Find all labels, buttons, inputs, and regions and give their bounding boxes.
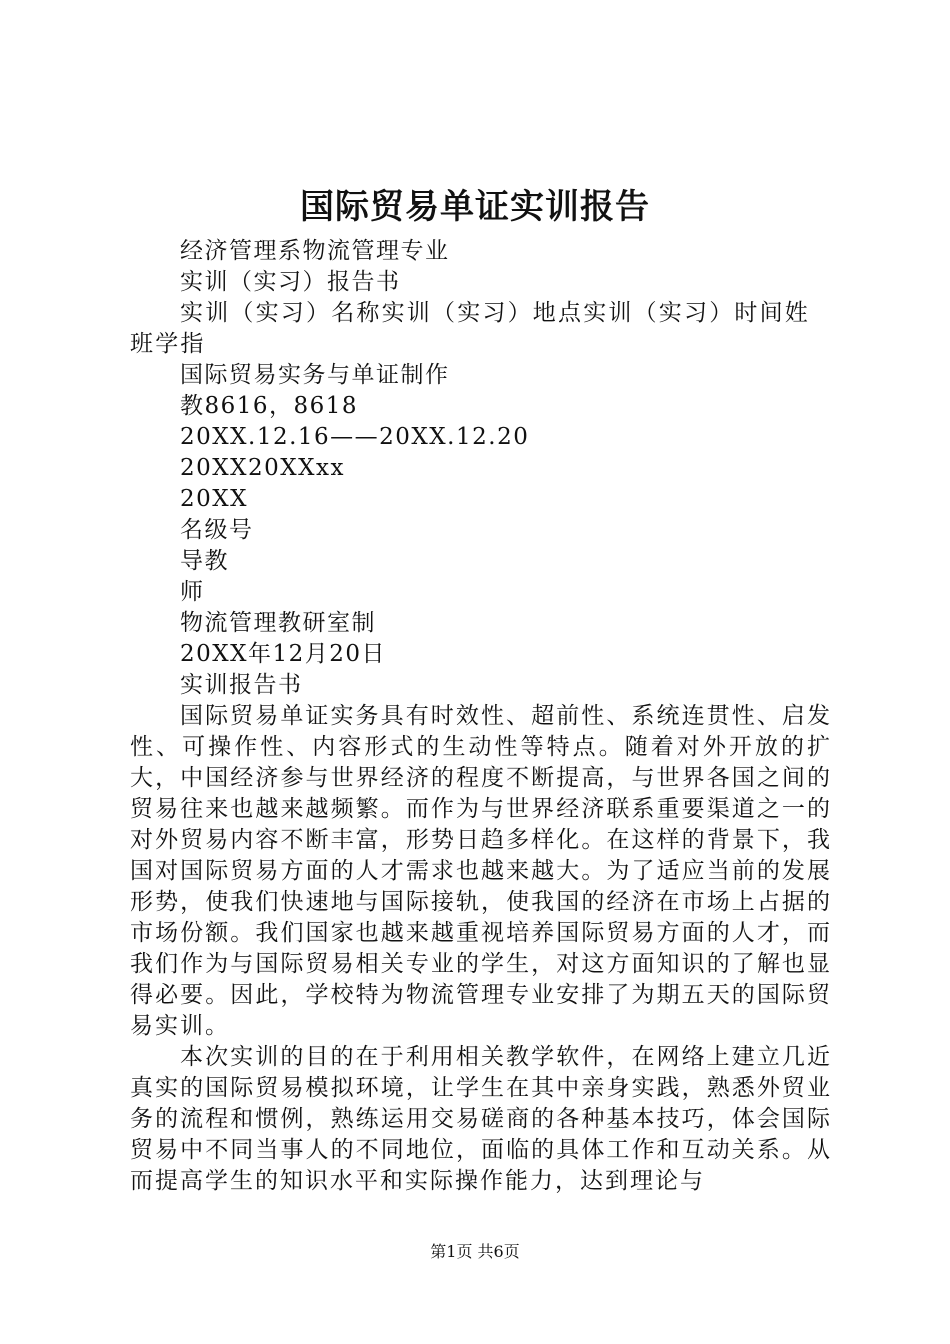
instructor-label-line: 导教 bbox=[180, 548, 229, 574]
report-label-line: 实训（实习）报告书 bbox=[180, 269, 401, 295]
location-line: 教8616，8618 bbox=[180, 393, 359, 419]
issuer-line: 物流管理教研室制 bbox=[180, 610, 376, 636]
issue-date-line: 20XX年12月20日 bbox=[180, 641, 387, 667]
document-body bbox=[130, 236, 832, 1197]
year-line: 20XX bbox=[180, 486, 249, 512]
course-name-line: 国际贸易实务与单证制作 bbox=[180, 362, 450, 388]
department-line: 经济管理系物流管理专业 bbox=[180, 238, 450, 264]
document-title: 国际贸易单证实训报告 bbox=[300, 187, 650, 227]
body-paragraph: 国际贸易单证实务具有时效性、超前性、系统连贯性、启发性、可操作性、内容形式的生动性等特点。随着对外开放的扩大，中国经济参与世界经济的程度不断提高，与世界各国之间的贸易往来也越来越频繁。而作为与世界经济联系重要渠道之一的对外贸易内容不断丰富，形势日趋多样化。在这样的背景下，我国对国际贸易方面的人才需求也越来越大。为了适应当前的发展形势，使我们快速地与国际接轨，使我国的经济在市场上占据的市场份额。我们国家也越来越重视培养国际贸易方面的人才，而我们作为与国际贸易相关专业的学生，对这方面知识的了解也显得必要。因此，学校特为物流管理专业安排了为期五天的国际贸易实训。 bbox=[130, 703, 832, 1039]
field-headers-line: 实训（实习）名称实训（实习）地点实训（实习）时间姓班学指 bbox=[130, 300, 810, 357]
teacher-label-line: 师 bbox=[180, 579, 205, 605]
date-range-line: 20XX.12.16——20XX.12.20 bbox=[180, 424, 530, 450]
year-code-line: 20XX20XXxx bbox=[180, 455, 345, 481]
body-paragraph: 本次实训的目的在于利用相关教学软件，在网络上建立几近真实的国际贸易模拟环境，让学生在其中亲身实践，熟悉外贸业务的流程和惯例，熟练运用交易磋商的各种基本技巧，体会国际贸易中不同当事人的不同地位，面临的具体工作和互动关系。从而提高学生的知识水平和实际操作能力，达到理论与 bbox=[130, 1044, 832, 1194]
report-heading-line: 实训报告书 bbox=[180, 672, 303, 698]
page-footer: 第1页 共6页 bbox=[430, 1242, 520, 1261]
name-class-number-line: 名级号 bbox=[180, 517, 254, 543]
